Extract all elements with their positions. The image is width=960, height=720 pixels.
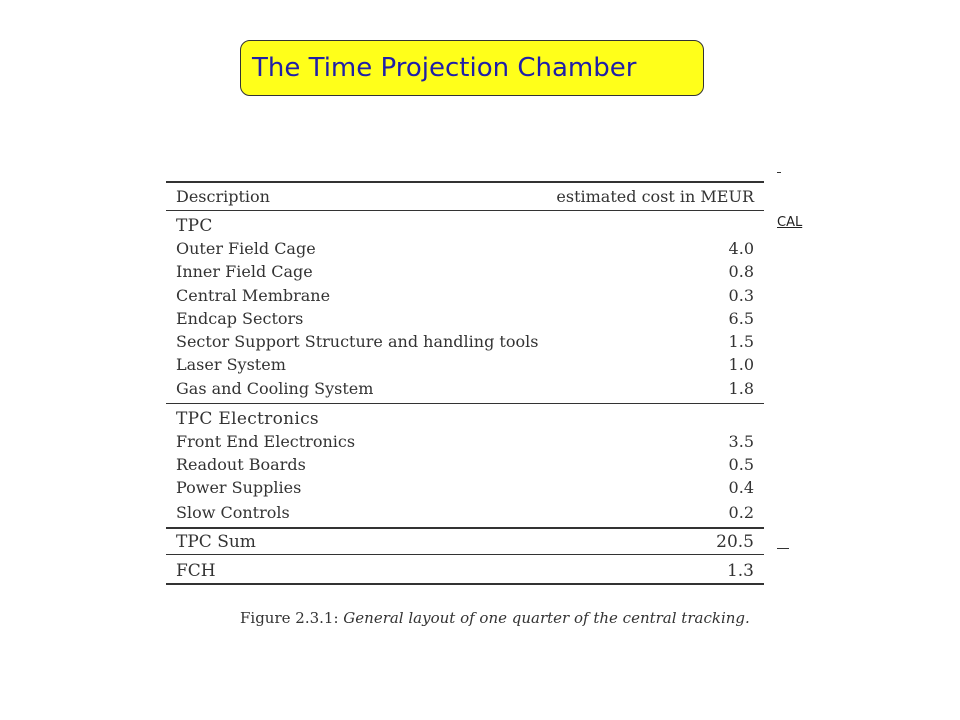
table-header-row [166,187,764,207]
side-label: CAL [777,215,803,230]
caption-text: General layout of one quarter of the central tracking. [343,609,750,627]
caption-label: Figure 2.3.1: [240,609,339,627]
sum-top-rule [166,527,764,529]
table-row [166,355,764,375]
row-description: Slow Controls [176,503,290,522]
side-tick-bottom [777,548,789,549]
row-cost: 0.2 [728,503,754,522]
header-description: Description [176,187,270,206]
row-cost: 0.3 [728,286,754,305]
table-bottom-rule [166,583,764,585]
header-rule [166,210,764,211]
table-row [166,455,764,475]
table-top-rule [166,181,764,183]
section-heading-tpc [166,216,764,236]
row-cost: 4.0 [728,239,754,258]
row-description: Readout Boards [176,455,306,474]
row-description: Laser System [176,355,286,374]
table-row [166,478,764,498]
table-row [166,379,764,399]
section-heading-label: TPC [176,216,213,236]
row-description: Inner Field Cage [176,262,313,281]
row-description: Outer Field Cage [176,239,316,258]
side-tick-top [777,172,781,173]
header-cost: estimated cost in MEUR [556,187,754,206]
sum-cost: 20.5 [716,532,754,552]
table-row [166,503,764,523]
sum-description: TPC Sum [176,532,256,552]
row-description: Endcap Sectors [176,309,304,328]
row-cost: 0.4 [728,478,754,497]
table-row [166,432,764,452]
table-row [166,309,764,329]
sum-bottom-rule [166,554,764,555]
row-cost: 1.0 [728,355,754,374]
row-cost: 0.5 [728,455,754,474]
row-description: Central Membrane [176,286,331,305]
row-cost: 1.5 [728,332,754,351]
row-cost: 3.5 [728,432,754,451]
row-cost: 0.8 [728,262,754,281]
table-row [166,332,764,352]
section-heading-electronics [166,409,764,429]
sum-row [166,532,764,552]
section-rule [166,403,764,404]
table-row [166,239,764,259]
title-box [240,40,704,96]
table-row [166,286,764,306]
fch-description: FCH [176,561,216,581]
table-row [166,262,764,282]
row-cost: 1.8 [728,379,754,398]
row-cost: 6.5 [728,309,754,328]
row-description: Gas and Cooling System [176,379,374,398]
fch-cost: 1.3 [726,561,754,581]
row-description: Power Supplies [176,478,302,497]
row-description: Front End Electronics [176,432,356,451]
figure-caption [240,609,750,627]
section-heading-label: TPC Electronics [176,409,319,429]
page-title: The Time Projection Chamber [252,53,637,83]
fch-row [166,561,764,581]
row-description: Sector Support Structure and handling tools [176,332,539,351]
